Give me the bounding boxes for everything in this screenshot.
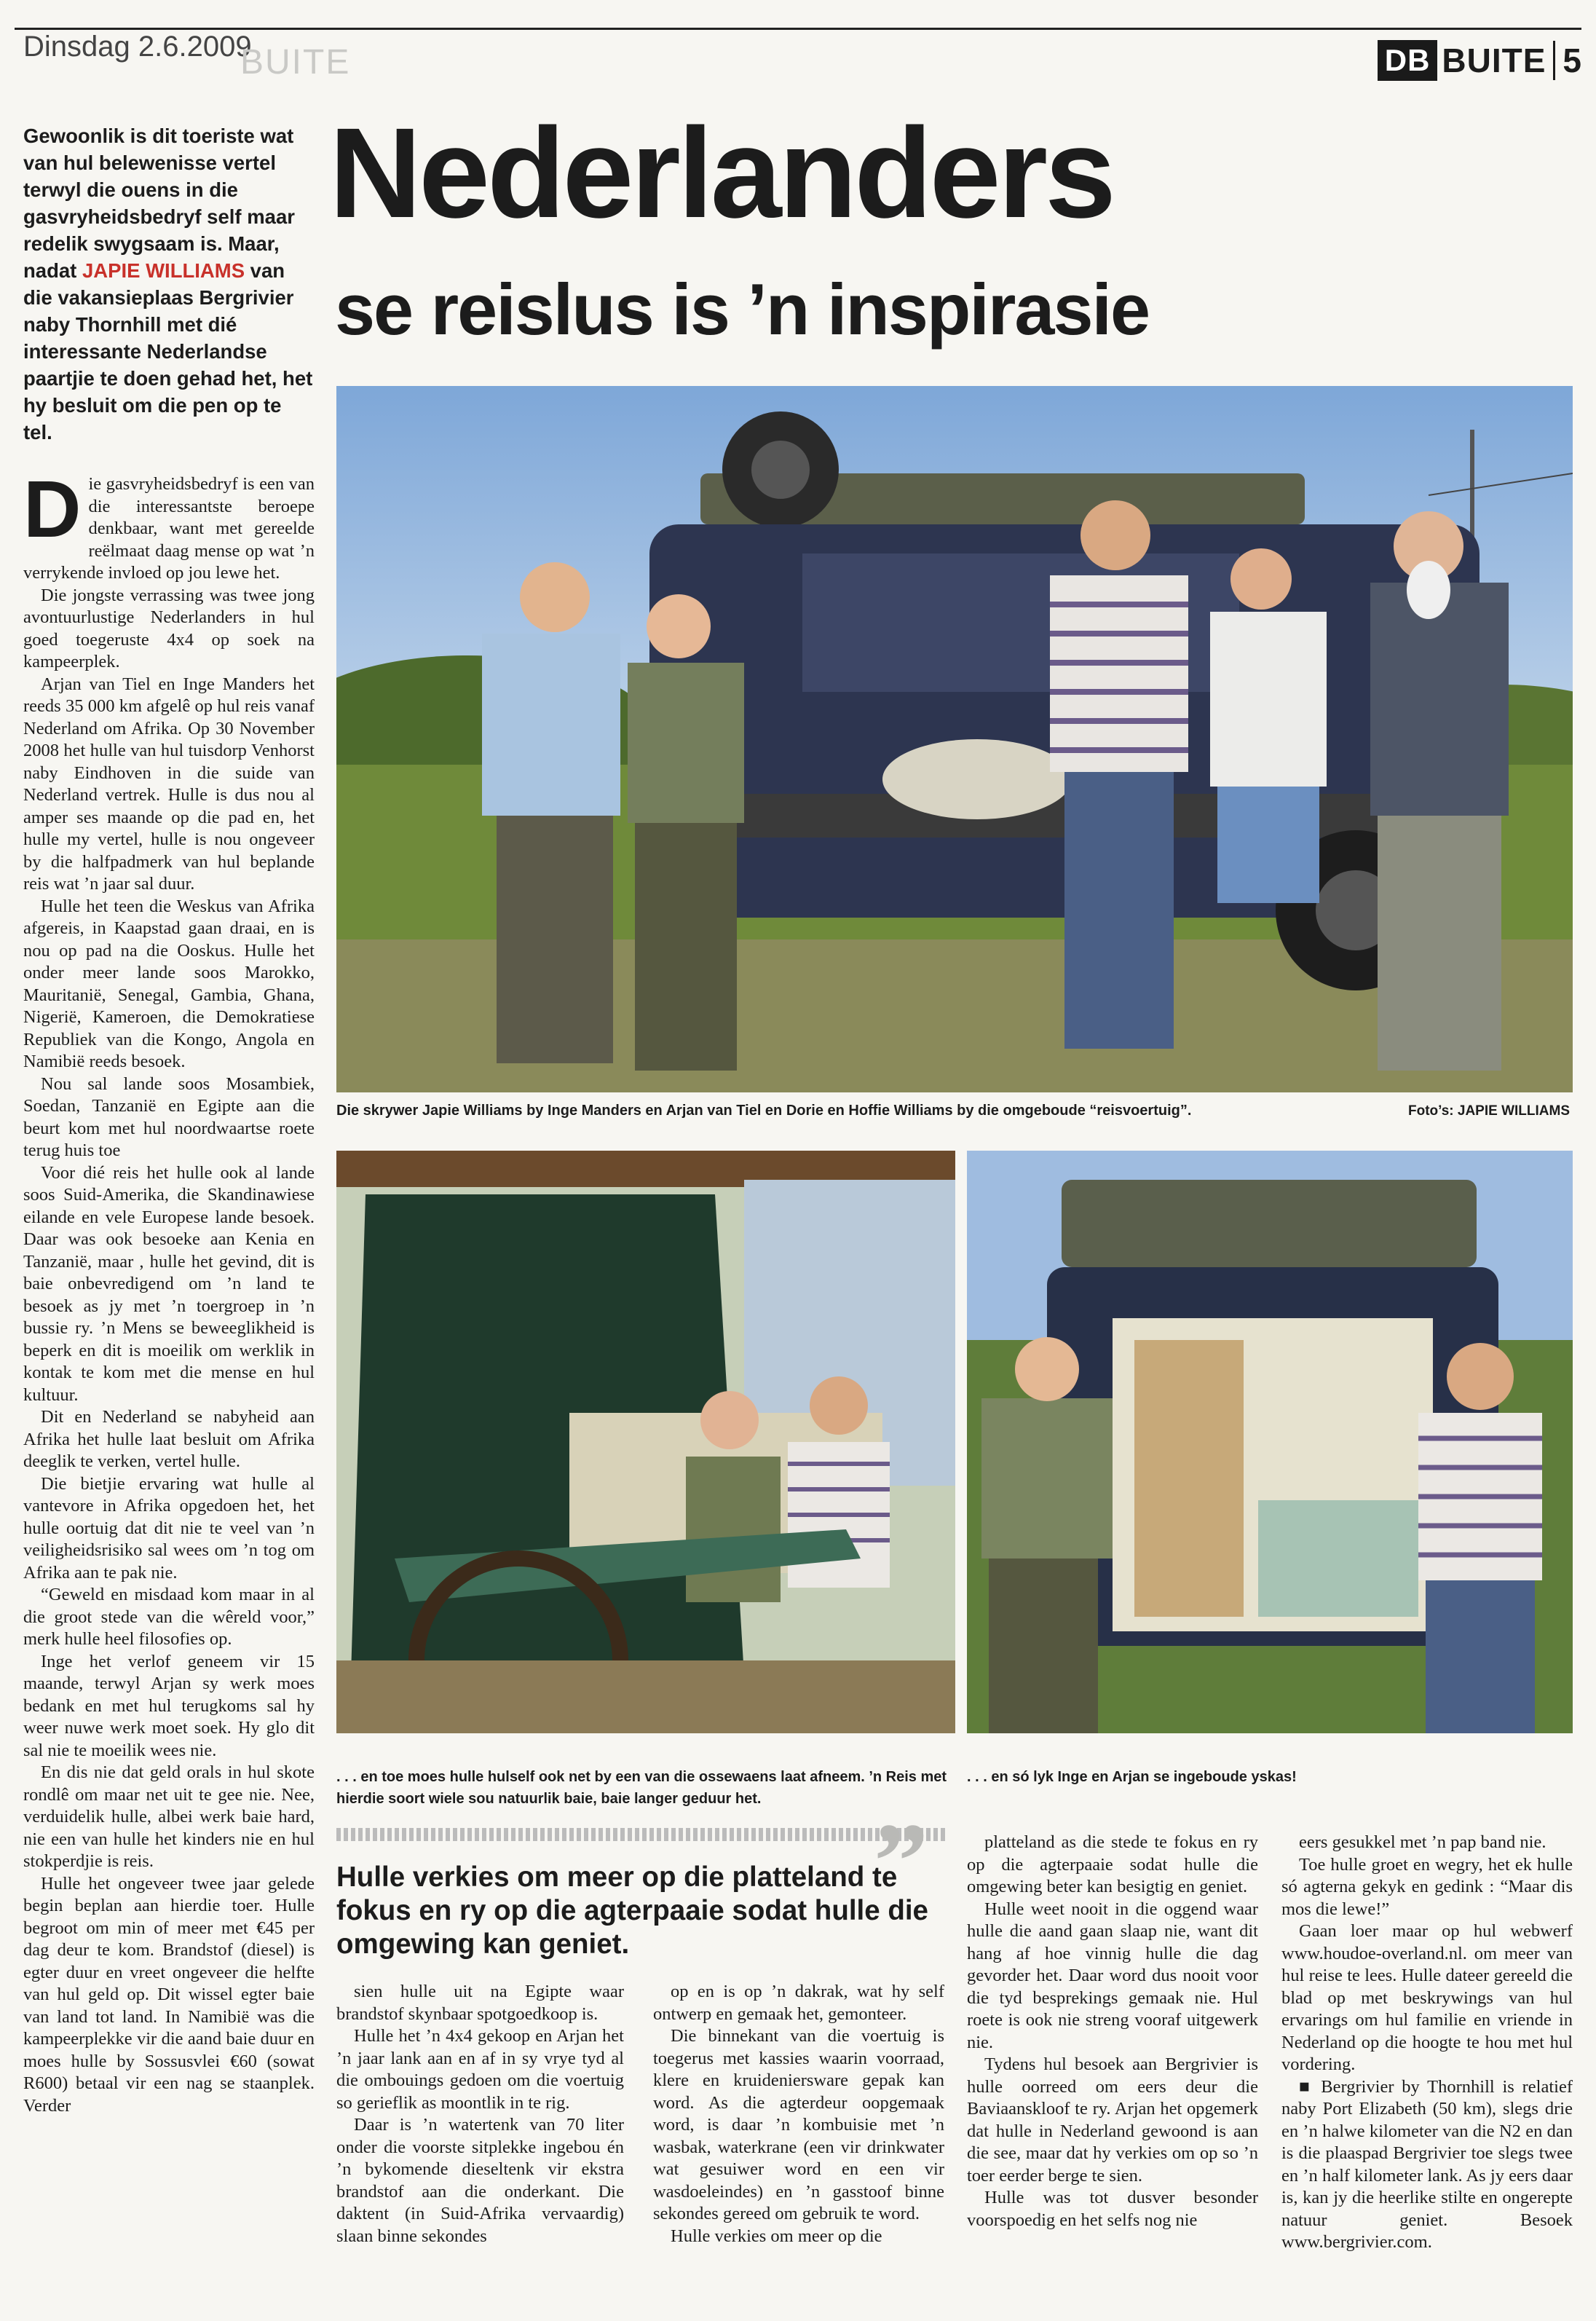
article-paragraph: Tydens hul besoek aan Bergrivier is hulle oorreed om eers deur die Baviaanskloof te ry. Arjan het opgemerk dat hulle in Nederland gewoond is aan die see, maar dat hy verkies om op so ’n toer eerder berge te sien.: [967, 2054, 1258, 2186]
fridge-photo: [967, 1151, 1573, 1733]
article-paragraph: Inge het verlof geneem vir 15 maande, terwyl Arjan sy werk moes bedank en met hul terugkoms sal hy weer nuwe werk moet soek. Hy glo dit sal nie te moeilik wees nie.: [23, 1651, 315, 1760]
article-column-3: [653, 1981, 944, 2247]
article-paragraph: Die jongste verrassing was twee jong avontuurlustige Nederlanders in hul goed toegeruste 4x4 op soek na kampeerplek.: [23, 585, 315, 671]
article-column-5: [1281, 1832, 1573, 2254]
headline-title: Nederlanders: [329, 102, 1113, 245]
ghost-section-watermark: BUITE: [240, 43, 351, 82]
main-photo-image: [336, 386, 1573, 1092]
article-paragraph: Hulle verkies om meer op die: [671, 2226, 882, 2246]
article-paragraph: Toe hulle groet en wegry, het ek hulle só agterna gekyk en gedink : “Maar dis mos die lewe!”: [1281, 1854, 1573, 1919]
page-number: 5: [1563, 42, 1581, 79]
article-paragraph: Gaan loer maar op hul webwerf www.houdoe-overland.nl. om meer van hul reise te lees. Hulle dateer gereeld die blad op met beskrywings van hul ervarings om hul familie en vriende in Nederland op die hoogte te hou met hul vordering.: [1281, 1921, 1573, 2074]
section-logo: [1378, 40, 1581, 81]
article-paragraph: Hulle het teen die Weskus van Afrika afgereis, in Kaapstad gaan draai, en is nou op pad na die Ooskus. Hulle het onder meer lande soos Marokko, Mauritanië, Senegal, Gambia, Ghana, Nigerië, Kameroen, die Demokratiese Republiek van die Kongo, Angola en Namibië reeds besoek.: [23, 896, 315, 1071]
header-rule: [15, 28, 1581, 30]
article-paragraph: Hulle was tot dusver besonder voorspoedig en het selfs nog nie: [967, 2188, 1258, 2230]
issue-date: Dinsdag 2.6.2009: [23, 31, 252, 63]
article-paragraph: Voor dié reis het hulle ook al lande soos Suid-Amerika, die Skandinawiese eilande en vele Europese lande besoek. Daar was ook besoeke aan Kenia en Tanzanië, maar , hulle het gevind, dit is baie onbevredigend om ’n land te besoek as jy met ’n toergroep in ’n bussie ry. ’n Mens se beweeglikheid is beperk en dit is moeilik om werklik in kontak te kom met die mense en hul kultuur.: [23, 1162, 315, 1405]
logo-db: DB: [1378, 40, 1438, 81]
article-column-4: [967, 1832, 1258, 2231]
article-paragraph: Nou sal lande soos Mosambiek, Soedan, Tanzanië en Egipte aan die beurt kom met hul noordwaartse roete terug huis toe: [23, 1073, 315, 1160]
logo-section: BUITE: [1442, 42, 1546, 79]
article-paragraph: sien hulle uit na Egipte waar brandstof skynbaar spotgoedkoop is.: [336, 1982, 624, 2024]
article-paragraph: Die binnekant van die voertuig is toegerus met kassies waarin voorraad, klere en kruideniersware gepak kan word. As die agterdeur oopgemaak word, is daar ’n kombuisie met ’n wasbak, waterkrane (een vir drinkwater wat gesuiwer word en een vir wasdoeleindes) en ’n gasstoof binne sekondes gereed om gebruik te word.: [653, 2026, 944, 2223]
article-paragraph: ie gasvryheidsbedryf is een van die interessantste beroepe denkbaar, want met gereelde reëlmaat daag mense op wat ’n verrykende invloed op jou lewe het.: [23, 474, 315, 583]
article-paragraph: Hulle het ’n 4x4 gekoop en Arjan het ’n jaar lank aan en af in sy vrye tyd al die ombouings gedoen om die voertuig so gerieflik as moontlik in te rig.: [336, 2026, 624, 2113]
fridge-photo-image: [967, 1151, 1573, 1733]
intro-text-after: van die vakansieplaas Bergrivier naby Thornhill met dié interessante Nederlandse paartjie te doen gehad het, het hy besluit om die pen op te tel.: [23, 259, 313, 444]
article-paragraph: Arjan van Tiel en Inge Manders het reeds 35 000 km afgelê op hul reis vanaf Nederland om Afrika. Op 30 November 2008 het hulle van hul tuisdorp Venhorst naby Eindhoven in die suide van Nederland vertrek. Hulle is dus nou al amper ses maande op die pad en, het hulle my vertel, hulle is nou ongeveer by die halfpadmerk van hul beplande reis wat ’n jaar sal duur.: [23, 674, 315, 894]
article-column-2: [336, 1981, 624, 2247]
article-paragraph: Daar is ’n watertenk van 70 liter onder die voorste sitplekke ingebou én ’n bykomende dieseltenk vir ekstra brandstof aan die onderkant. Die daktent (in Suid-Afrika vervaardig) slaan binne sekondes: [336, 2115, 624, 2246]
dropcap: D: [23, 465, 82, 554]
intro-paragraph: [23, 122, 315, 446]
headline-subtitle: se reislus is ’n inspirasie: [335, 269, 1150, 350]
pullquote-text: Hulle verkies om meer op die platteland te fokus en ry op die agterpaaie sodat hulle die omgewing kan geniet.: [336, 1861, 928, 1960]
article-paragraph: Hulle het ongeveer twee jaar gelede begin beplan aan hierdie toer. Hulle begroot om min of meer met €45 per dag deur te kom. Brandstof (diesel) is egter duur en vreet ongeveer die helfte van hul geld op. Dit wissel egter baie van land tot land. In Namibië was die kampeerplekke vir die aand baie duur en moes hulle by Sossusvlei €60 (sowat R600) betaal vir een nag se staanplek. Verder: [23, 1873, 315, 2116]
article-paragraph: ■ Bergrivier by Thornhill is relatief naby Port Elizabeth (50 km), slegs drie en ’n halwe kilometer van die N2 en dan is die plaaspad Bergrivier toe slegs twee en ’n half kilometer lank. As jy eers daar is, kan jy die heerlike stilte en ongerepte natuur geniet. Besoek www.bergrivier.com.: [1281, 2076, 1573, 2252]
photo-credit: Foto’s: JAPIE WILLIAMS: [1407, 1103, 1570, 1119]
intro-text-before: Gewoonlik is dit toeriste wat van hul belewenisse vertel terwyl die ouens in die gasvryheidsbedryf self maar redelik swygsaam is. Maar, nadat: [23, 125, 295, 282]
oxwagon-caption: . . . en toe moes hulle hulself ook net by een van die ossewaens laat afneem. ’n Reis met hierdie soort wiele sou natuurlik baie, baie langer geduur het.: [336, 1769, 947, 1807]
pullquote-bar: [336, 1828, 947, 1841]
article-paragraph: eers gesukkel met ’n pap band nie.: [1299, 1832, 1546, 1852]
main-photo-caption: Die skrywer Japie Williams by Inge Manders en Arjan van Tiel en Dorie en Hoffie Williams by die omgeboude “reisvoertuig”.: [336, 1103, 1192, 1119]
article-paragraph: Die bietjie ervaring wat hulle al vantevore in Afrika opgedoen het, het hulle oortuig dat dit nie te veel van ’n veiligheidsrisiko sal wees om ’n tog om Afrika aan te pak nie.: [23, 1473, 315, 1583]
article-column-1: [23, 465, 315, 2117]
pullquote-mark: ”: [874, 1801, 928, 1922]
article-paragraph: op en is op ’n dakrak, wat hy self ontwerp en gemaak het, gemonteer.: [653, 1982, 944, 2024]
article-paragraph: Hulle weet nooit in die oggend waar hulle die aand gaan slaap nie, want dit hang af hoe vinnig hulle die dag gevorder het. Daar word dus nooit voor die tyd besprekings gemaak nie. Hul roete is ook nie streng vooraf uitgewerk nie.: [967, 1899, 1258, 2052]
article-paragraph: platteland as die stede te fokus en ry op die agterpaaie sodat hulle die omgewing beter kan besigtig en geniet.: [967, 1832, 1258, 1896]
oxwagon-photo: [336, 1151, 955, 1733]
logo-separator: [1553, 41, 1555, 80]
author-name: JAPIE WILLIAMS: [82, 259, 245, 282]
article-paragraph: En dis nie dat geld orals in hul skote rondlê om maar net uit te gee nie. Nee, verduidelik hulle, albei werk baie hard, nie een van hulle het kinders nie en hul stokperdjie is reis.: [23, 1762, 315, 1871]
main-photo: [336, 386, 1573, 1092]
article-paragraph: “Geweld en misdaad kom maar in al die groot stede van die wêreld voor,” merk hulle heel filosofies op.: [23, 1585, 315, 1649]
article-paragraph: Dit en Nederland se nabyheid aan Afrika het hulle laat besluit om Afrika deeglik te verken, vertel hulle.: [23, 1407, 315, 1471]
fridge-caption: . . . en só lyk Inge en Arjan se ingeboude yskas!: [967, 1769, 1297, 1785]
oxwagon-photo-image: [336, 1151, 955, 1733]
